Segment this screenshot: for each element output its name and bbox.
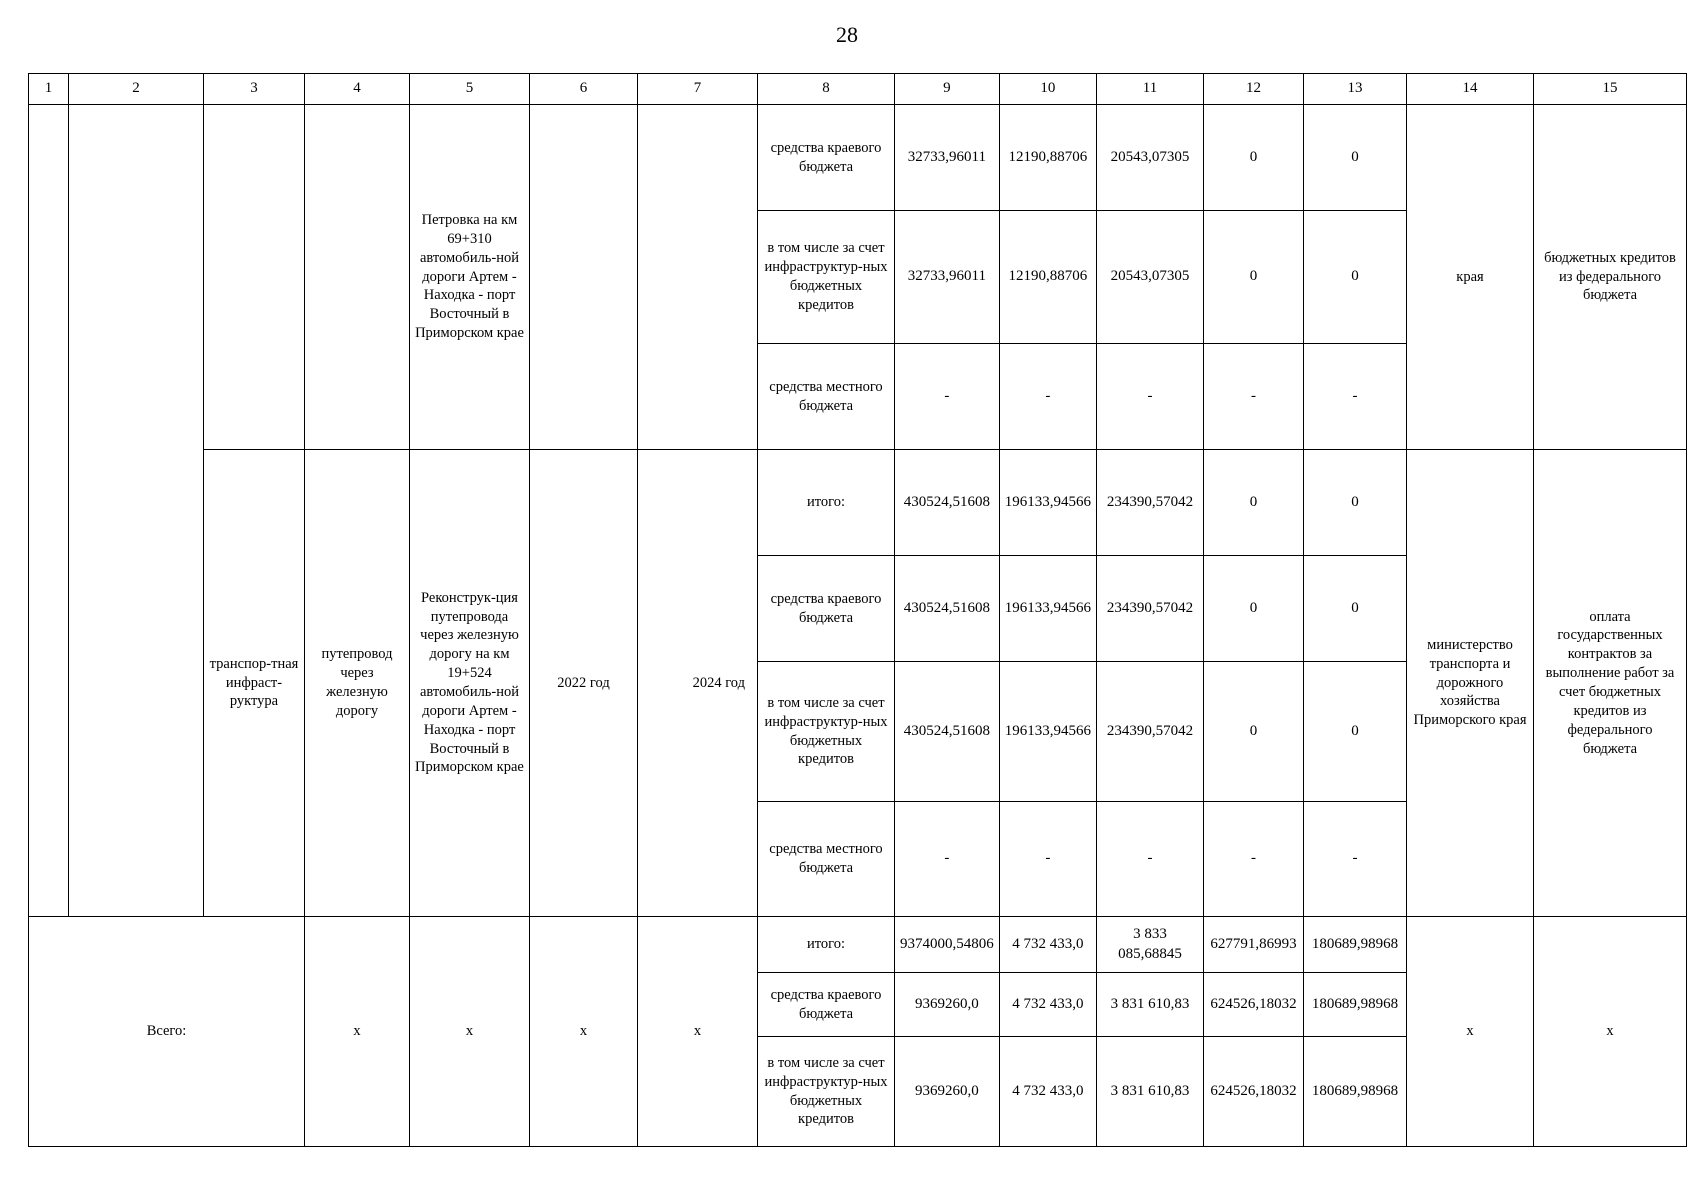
purpose-cell: оплата государственных контрактов за выполнение работ за счет бюджетных кредитов из федерального бюджета bbox=[1534, 450, 1687, 917]
col1-cell bbox=[29, 105, 69, 917]
value-col13: 0 bbox=[1304, 556, 1407, 662]
funding-source-label: средства краевого бюджета bbox=[758, 556, 895, 662]
x-mark: x bbox=[1407, 917, 1534, 1147]
responsible-cell: министерство транспорта и дорожного хозяйства Приморского края bbox=[1407, 450, 1534, 917]
object-name-cell: Петровка на км 69+310 автомобиль-ной дороги Артем - Находка - порт Восточный в Приморском крае bbox=[410, 105, 530, 450]
x-mark: x bbox=[638, 917, 758, 1147]
value-col11: 3 831 610,83 bbox=[1097, 973, 1204, 1037]
value-col13: 0 bbox=[1304, 662, 1407, 802]
value-col13: 180689,98968 bbox=[1304, 973, 1407, 1037]
funding-source-label: средства местного бюджета bbox=[758, 802, 895, 917]
page-number: 28 bbox=[836, 22, 858, 47]
value-col12: - bbox=[1204, 802, 1304, 917]
funding-source-label: итого: bbox=[758, 917, 895, 973]
value-col11: - bbox=[1097, 344, 1204, 450]
value-col10: 4 732 433,0 bbox=[999, 917, 1096, 973]
value-col13: - bbox=[1304, 344, 1407, 450]
value-col10: - bbox=[999, 344, 1096, 450]
value-col13: 0 bbox=[1304, 211, 1407, 344]
header-cell: 4 bbox=[305, 74, 410, 105]
purpose-cell: бюджетных кредитов из федерального бюджета bbox=[1534, 105, 1687, 450]
col4-cell bbox=[305, 105, 410, 450]
value-col10: 4 732 433,0 bbox=[999, 1037, 1096, 1147]
value-col13: 0 bbox=[1304, 450, 1407, 556]
value-col11: - bbox=[1097, 802, 1204, 917]
start-year-cell: 2022 год bbox=[530, 450, 638, 917]
funding-source-label: в том числе за счет инфраструктур-ных бюджетных кредитов bbox=[758, 211, 895, 344]
col7-cell bbox=[638, 105, 758, 450]
table-row bbox=[29, 450, 1687, 556]
object-type-cell: путепровод через железную дорогу bbox=[305, 450, 410, 917]
header-cell: 6 bbox=[530, 74, 638, 105]
funding-source-label: в том числе за счет инфраструктур-ных бюджетных кредитов bbox=[758, 662, 895, 802]
funding-source-label: итого: bbox=[758, 450, 895, 556]
header-cell: 3 bbox=[204, 74, 305, 105]
header-cell: 10 bbox=[999, 74, 1096, 105]
value-col10: 12190,88706 bbox=[999, 105, 1096, 211]
header-cell: 8 bbox=[758, 74, 895, 105]
responsible-cell: края bbox=[1407, 105, 1534, 450]
value-col12: 627791,86993 bbox=[1204, 917, 1304, 973]
value-col10: 12190,88706 bbox=[999, 211, 1096, 344]
value-col12: 0 bbox=[1204, 556, 1304, 662]
value-col10: 196133,94566 bbox=[999, 450, 1096, 556]
object-name-cell: Реконструк-ция путепровода через железную дорогу на км 19+524 автомобиль-ной дороги Артем - Находка - порт Восточный в Приморском крае bbox=[410, 450, 530, 917]
value-col9: 430524,51608 bbox=[895, 450, 1000, 556]
col2-cell bbox=[69, 105, 204, 917]
header-cell: 13 bbox=[1304, 74, 1407, 105]
header-cell: 15 bbox=[1534, 74, 1687, 105]
value-col11: 20543,07305 bbox=[1097, 211, 1204, 344]
col3-cell bbox=[204, 105, 305, 450]
value-col12: 0 bbox=[1204, 450, 1304, 556]
value-col13: - bbox=[1304, 802, 1407, 917]
value-col11: 3 833 085,68845 bbox=[1097, 917, 1204, 973]
value-col9: 32733,96011 bbox=[895, 211, 1000, 344]
value-col11: 234390,57042 bbox=[1097, 662, 1204, 802]
funding-source-label: средства краевого бюджета bbox=[758, 105, 895, 211]
value-col11: 20543,07305 bbox=[1097, 105, 1204, 211]
x-mark: x bbox=[410, 917, 530, 1147]
value-col13: 180689,98968 bbox=[1304, 1037, 1407, 1147]
category-cell: транспор-тная инфраст-руктура bbox=[204, 450, 305, 917]
header-cell: 14 bbox=[1407, 74, 1534, 105]
end-year-cell: 2024 год bbox=[638, 450, 758, 917]
total-row bbox=[29, 917, 1687, 973]
value-col13: 0 bbox=[1304, 105, 1407, 211]
value-col9: 9369260,0 bbox=[895, 1037, 1000, 1147]
value-col12: 624526,18032 bbox=[1204, 1037, 1304, 1147]
budget-table bbox=[28, 73, 1687, 1147]
value-col12: 0 bbox=[1204, 105, 1304, 211]
table-row bbox=[29, 105, 1687, 211]
value-col9: 430524,51608 bbox=[895, 556, 1000, 662]
value-col9: - bbox=[895, 802, 1000, 917]
header-cell: 2 bbox=[69, 74, 204, 105]
value-col10: 196133,94566 bbox=[999, 556, 1096, 662]
value-col12: 0 bbox=[1204, 211, 1304, 344]
value-col13: 180689,98968 bbox=[1304, 917, 1407, 973]
funding-source-label: в том числе за счет инфраструктур-ных бюджетных кредитов bbox=[758, 1037, 895, 1147]
x-mark: x bbox=[530, 917, 638, 1147]
funding-source-label: средства местного бюджета bbox=[758, 344, 895, 450]
value-col12: 0 bbox=[1204, 662, 1304, 802]
x-mark: x bbox=[305, 917, 410, 1147]
value-col9: 430524,51608 bbox=[895, 662, 1000, 802]
funding-source-label: средства краевого бюджета bbox=[758, 973, 895, 1037]
value-col10: 4 732 433,0 bbox=[999, 973, 1096, 1037]
value-col12: - bbox=[1204, 344, 1304, 450]
value-col11: 234390,57042 bbox=[1097, 556, 1204, 662]
value-col9: 32733,96011 bbox=[895, 105, 1000, 211]
header-cell: 7 bbox=[638, 74, 758, 105]
header-cell: 11 bbox=[1097, 74, 1204, 105]
total-label: Всего: bbox=[29, 917, 305, 1147]
value-col9: - bbox=[895, 344, 1000, 450]
header-cell: 1 bbox=[29, 74, 69, 105]
value-col9: 9374000,54806 bbox=[895, 917, 1000, 973]
value-col11: 234390,57042 bbox=[1097, 450, 1204, 556]
col6-cell bbox=[530, 105, 638, 450]
header-cell: 5 bbox=[410, 74, 530, 105]
value-col9: 9369260,0 bbox=[895, 973, 1000, 1037]
value-col10: - bbox=[999, 802, 1096, 917]
value-col10: 196133,94566 bbox=[999, 662, 1096, 802]
value-col11: 3 831 610,83 bbox=[1097, 1037, 1204, 1147]
header-cell: 12 bbox=[1204, 74, 1304, 105]
header-row bbox=[29, 74, 1687, 105]
header-cell: 9 bbox=[895, 74, 1000, 105]
value-col12: 624526,18032 bbox=[1204, 973, 1304, 1037]
x-mark: x bbox=[1534, 917, 1687, 1147]
